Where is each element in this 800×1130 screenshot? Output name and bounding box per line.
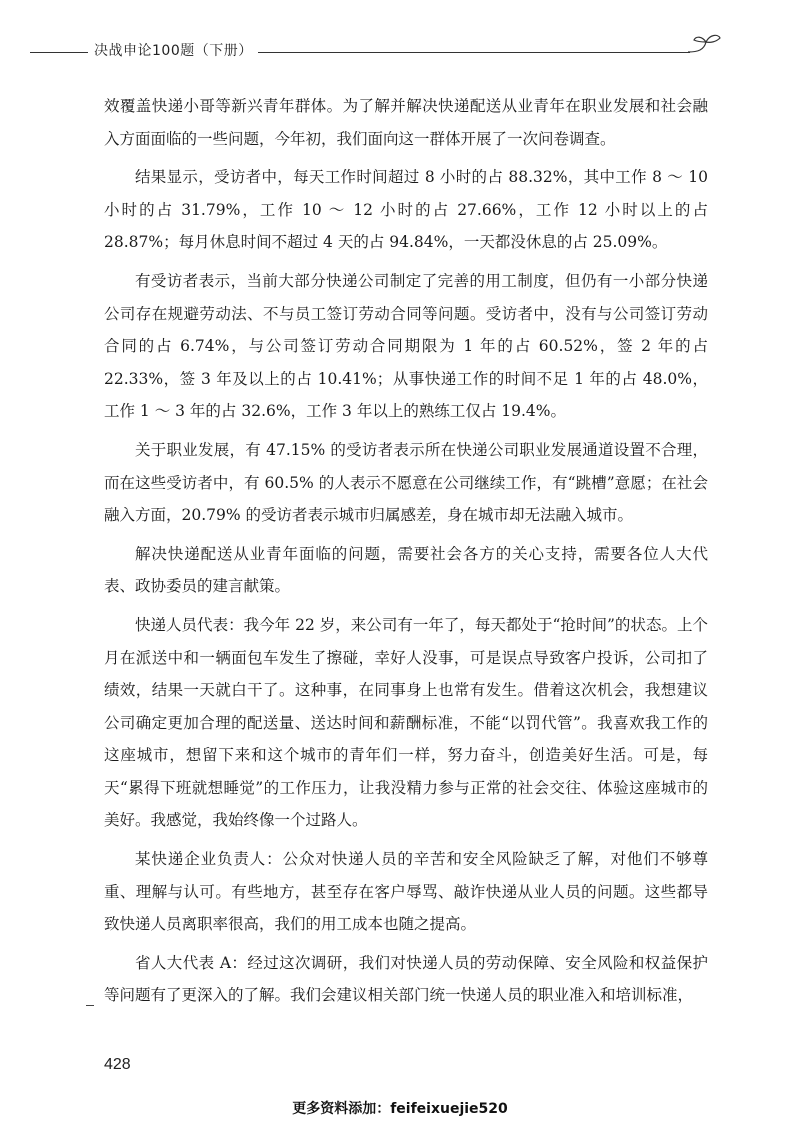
header-rule-left bbox=[30, 52, 88, 53]
paragraph: 有受访者表示，当前大部分快递公司制定了完善的用工制度，但仍有一小部分快递公司存在规避劳动法、不与员工签订劳动合同等问题。受访者中，没有与公司签订劳动合同的占 6.74%，与公司签订劳动合同期限为 1 年的占 60.52%，签 2 年的占 22.33%，签 3 年及以上的占 10.41%；从事快递工作的时间不足 1 年的占 48.0%，工作 1 ～ 3 年的占 32.6%，工作 3 年以上的熟练工仅占 19.4%。 bbox=[104, 271, 708, 421]
paragraph: 某快递企业负责人：公众对快递人员的辛苦和安全风险缺乏了解，对他们不够尊重、理解与认可。有些地方，甚至存在客户辱骂、敲诈快递从业人员的问题。这些都导致快递人员离职率很高，我们的用工成本也随之提高。 bbox=[104, 850, 708, 934]
paragraph: 效覆盖快递小哥等新兴青年群体。为了解并解决快递配送从业青年在职业发展和社会融入方面面临的一些问题，今年初，我们面向这一群体开展了一次问卷调查。 bbox=[104, 97, 708, 148]
paragraph: 关于职业发展，有 47.15% 的受访者表示所在快递公司职业发展通道设置不合理，而在这些受访者中，有 60.5% 的人表示不愿意在公司继续工作，有“跳槽”意愿；在社会融入方面，20.79% 的受访者表示城市归属感差，身在城市却无法融入城市。 bbox=[104, 440, 708, 525]
scan-artifact bbox=[86, 1005, 94, 1006]
header-rule-right bbox=[258, 52, 690, 53]
paragraph: 结果显示，受访者中，每天工作时间超过 8 小时的占 88.32%，其中工作 8 ～ 10 小时的占 31.79%，工作 10 ～ 12 小时的占 27.66%，工作 12 小时以上的占 28.87%；每月休息时间不超过 4 天的占 94.84%，一天都没休息的占 25.09%。 bbox=[104, 168, 708, 252]
paragraph: 解决快递配送从业青年面临的问题，需要社会各方的关心支持，需要各位人大代表、政协委员的建言献策。 bbox=[104, 544, 708, 596]
running-header bbox=[30, 38, 710, 64]
paragraph: 省人大代表 A：经过这次调研，我们对快递人员的劳动保障、安全风险和权益保护等问题有了更深入的了解。我们会建议相关部门统一快递人员的职业准入和培训标准， bbox=[104, 953, 708, 1005]
book-title: 决战申论100题（下册） bbox=[94, 43, 253, 59]
paragraph: 快递人员代表：我今年 22 岁，来公司有一年了，每天都处于“抢时间”的状态。上个月在派送中和一辆面包车发生了擦碰，幸好人没事，可是误点导致客户投诉，公司扣了绩效，结果一天就白干了。这种事，在同事身上也常有发生。借着这次机会，我想建议公司确定更加合理的配送量、送达时间和薪酬标准，不能“以罚代管”。我喜欢我工作的这座城市，想留下来和这个城市的青年们一样，努力奋斗，创造美好生活。可是，每天“累得下班就想睡觉”的工作压力，让我没精力参与正常的社会交往、体验这座城市的美好。我感觉，我始终像一个过路人。 bbox=[104, 615, 708, 830]
footer-note: 更多资料添加：feifeixuejie520 bbox=[292, 1101, 508, 1117]
sprout-icon bbox=[684, 32, 724, 60]
page-number: 428 bbox=[104, 1056, 131, 1073]
body-text bbox=[104, 90, 708, 1018]
